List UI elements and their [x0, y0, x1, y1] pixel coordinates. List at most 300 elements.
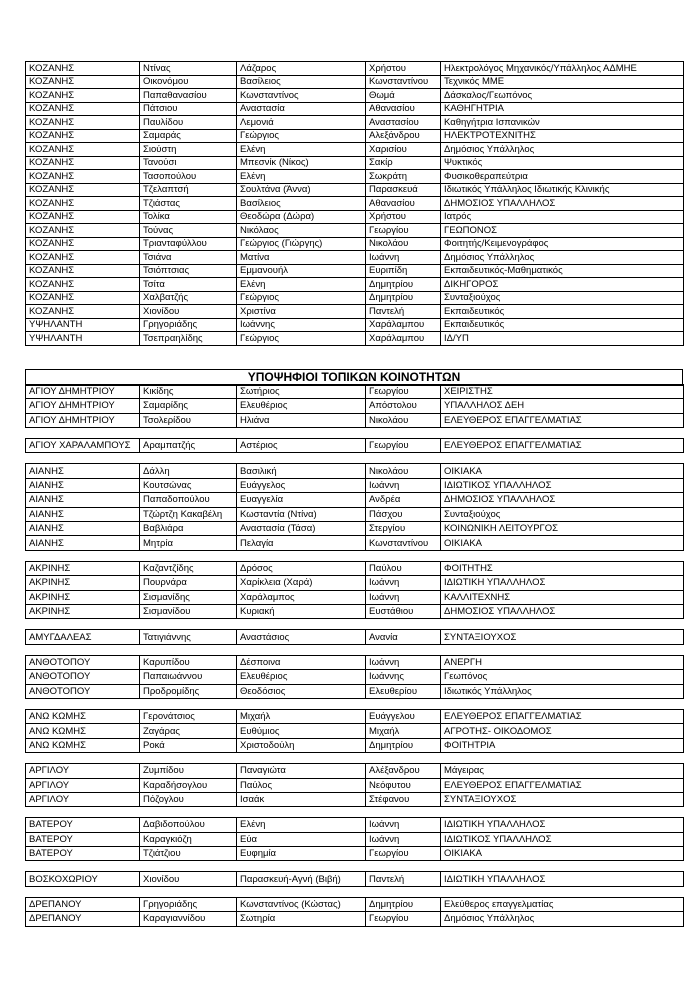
cell-community: ΑΡΓΙΛΟΥ	[26, 778, 140, 792]
cell-firstname: Νικόλαος	[237, 224, 366, 238]
cell-surname: Πόζογλου	[140, 792, 237, 806]
local-communities-title: ΥΠΟΨΗΦΙΟΙ ΤΟΠΙΚΩΝ ΚΟΙΝΟΤΗΤΩΝ	[25, 369, 683, 386]
table-row	[26, 264, 684, 278]
cell-profession: ΙΔΙΩΤΙΚΗ ΥΠΑΛΛΗΛΟΣ	[441, 818, 684, 832]
cell-firstname: Ελένη	[237, 278, 366, 292]
cell-surname: Μητρία	[140, 536, 237, 550]
cell-community: ΚΟΖΑΝΗΣ	[26, 129, 140, 143]
table-row	[26, 89, 684, 103]
community-group-table	[25, 561, 684, 620]
community-group-table	[25, 655, 684, 699]
cell-community: ΑΓΙΟΥ ΔΗΜΗΤΡΙΟΥ	[26, 384, 140, 398]
table-row	[26, 872, 684, 886]
cell-community: ΚΟΖΑΝΗΣ	[26, 156, 140, 170]
cell-fathername: Παντελή	[366, 872, 441, 886]
cell-fathername: Γεωργίου	[366, 912, 441, 926]
cell-surname: Γερονάτσιος	[140, 709, 237, 723]
table-row	[26, 684, 684, 698]
cell-profession: ΙΔΙΩΤΙΚΟΣ ΥΠΑΛΛΗΛΟΣ	[441, 832, 684, 846]
cell-profession: ΚΑΛΛΙΤΕΧΝΗΣ	[441, 590, 684, 604]
table-row	[26, 818, 684, 832]
cell-firstname: Ελευθέριος	[237, 670, 366, 684]
cell-profession: Δημόσιος Υπάλληλος	[441, 143, 684, 157]
community-group-table	[25, 763, 684, 807]
cell-surname: Γρηγοριάδης	[140, 897, 237, 911]
cell-profession: ΔΗΜΟΣΙΟΣ ΥΠΑΛΛΗΛΟΣ	[441, 197, 684, 211]
table-row	[26, 224, 684, 238]
cell-surname: Σισμανίδης	[140, 590, 237, 604]
cell-community: ΒΑΤΕΡΟΥ	[26, 847, 140, 861]
cell-fathername: Γεωργίου	[366, 439, 441, 453]
cell-community: ΚΟΖΑΝΗΣ	[26, 102, 140, 116]
table-row	[26, 102, 684, 116]
cell-firstname: Παναγιώτα	[237, 764, 366, 778]
cell-community: ΚΟΖΑΝΗΣ	[26, 237, 140, 251]
cell-surname: Ντίνας	[140, 62, 237, 76]
cell-fathername: Χρήστου	[366, 62, 441, 76]
community-group-table	[25, 384, 684, 428]
cell-community: ΑΓΙΟΥ ΔΗΜΗΤΡΙΟΥ	[26, 399, 140, 413]
cell-surname: Οικονόμου	[140, 75, 237, 89]
cell-community: ΚΟΖΑΝΗΣ	[26, 89, 140, 103]
table-row	[26, 75, 684, 89]
cell-firstname: Ευαγγελία	[237, 493, 366, 507]
cell-community: ΑΙΑΝΗΣ	[26, 507, 140, 521]
community-group-table	[25, 629, 684, 644]
cell-community: ΑΝΩ ΚΩΜΗΣ	[26, 724, 140, 738]
cell-surname: Παπαθανασίου	[140, 89, 237, 103]
local-communities-groups	[25, 384, 700, 927]
cell-profession: Γεωπόνος	[441, 670, 684, 684]
cell-surname: Χιονίδου	[140, 305, 237, 319]
cell-surname: Αραμπατζής	[140, 439, 237, 453]
cell-community: ΑΚΡΙΝΗΣ	[26, 576, 140, 590]
cell-surname: Κουτσώνας	[140, 478, 237, 492]
cell-community: ΒΑΤΕΡΟΥ	[26, 818, 140, 832]
table-row	[26, 478, 684, 492]
cell-fathername: Χαράλαμπου	[366, 318, 441, 332]
cell-fathername: Ιωάννη	[366, 818, 441, 832]
cell-fathername: Δημητρίου	[366, 897, 441, 911]
cell-community: ΑΙΑΝΗΣ	[26, 493, 140, 507]
cell-fathername: Αλεξάνδρου	[366, 129, 441, 143]
cell-firstname: Παύλος	[237, 778, 366, 792]
cell-profession: ΚΑΘΗΓΗΤΡΙΑ	[441, 102, 684, 116]
cell-community: ΚΟΖΑΝΗΣ	[26, 305, 140, 319]
cell-surname: Βαβλιάρα	[140, 522, 237, 536]
table-row	[26, 630, 684, 644]
cell-firstname: Αναστάσιος	[237, 630, 366, 644]
cell-firstname: Αστέριος	[237, 439, 366, 453]
cell-surname: Ζυμπίδου	[140, 764, 237, 778]
cell-firstname: Ελένη	[237, 170, 366, 184]
cell-fathername: Παρασκευά	[366, 183, 441, 197]
table-row	[26, 847, 684, 861]
cell-firstname: Μιχαήλ	[237, 709, 366, 723]
table-row	[26, 561, 684, 575]
cell-surname: Ζαγάρας	[140, 724, 237, 738]
cell-community: ΚΟΖΑΝΗΣ	[26, 170, 140, 184]
table-row	[26, 522, 684, 536]
table-row	[26, 143, 684, 157]
cell-community: ΑΜΥΓΔΑΛΕΑΣ	[26, 630, 140, 644]
cell-firstname: Λάζαρος	[237, 62, 366, 76]
cell-profession: ΥΠΑΛΛΗΛΟΣ ΔΕΗ	[441, 399, 684, 413]
cell-profession: Ψυκτικός	[441, 156, 684, 170]
cell-surname: Τατιγιάννης	[140, 630, 237, 644]
cell-fathername: Δημητρίου	[366, 738, 441, 752]
cell-community: ΑΚΡΙΝΗΣ	[26, 561, 140, 575]
cell-fathername: Ελευθερίου	[366, 684, 441, 698]
cell-surname: Τζιάτζιου	[140, 847, 237, 861]
cell-firstname: Αναστασία	[237, 102, 366, 116]
cell-surname: Καραδήσογλου	[140, 778, 237, 792]
cell-surname: Καρυπίδου	[140, 655, 237, 669]
cell-profession: ΓΕΩΠΟΝΟΣ	[441, 224, 684, 238]
cell-firstname: Σουλτάνα (Άννα)	[237, 183, 366, 197]
table-row	[26, 332, 684, 346]
cell-profession: Ιδιωτικός Υπάλληλος Ιδιωτικής Κλινικής	[441, 183, 684, 197]
cell-profession: ΗΛΕΚΤΡΟΤΕΧΝΙΤΗΣ	[441, 129, 684, 143]
cell-fathername: Ευάγγελου	[366, 709, 441, 723]
cell-fathername: Ιωάννη	[366, 832, 441, 846]
cell-firstname: Εμμανουήλ	[237, 264, 366, 278]
cell-fathername: Κωνσταντίνου	[366, 536, 441, 550]
table-row	[26, 183, 684, 197]
cell-community: ΑΝΘΟΤΟΠΟΥ	[26, 684, 140, 698]
table-row	[26, 439, 684, 453]
cell-firstname: Βασιλική	[237, 464, 366, 478]
cell-fathername: Παύλου	[366, 561, 441, 575]
cell-firstname: Κωνσταντίνος (Κώστας)	[237, 897, 366, 911]
cell-profession: Φοιτητής/Κειμενογράφος	[441, 237, 684, 251]
cell-firstname: Ελένη	[237, 818, 366, 832]
cell-profession: ΧΕΙΡΙΣΤΗΣ	[441, 384, 684, 398]
cell-firstname: Χαράλαμπος	[237, 590, 366, 604]
cell-firstname: Ελευθέριος	[237, 399, 366, 413]
table-row	[26, 464, 684, 478]
community-group-table	[25, 871, 684, 886]
cell-fathername: Ευστάθιου	[366, 604, 441, 618]
cell-firstname: Αναστασία (Τάσα)	[237, 522, 366, 536]
cell-profession: Συνταξιούχος	[441, 507, 684, 521]
cell-community: ΑΓΙΟΥ ΧΑΡΑΛΑΜΠΟΥΣ	[26, 439, 140, 453]
cell-profession: Ελεύθερος επαγγελματίας	[441, 897, 684, 911]
cell-fathername: Σωκράτη	[366, 170, 441, 184]
cell-surname: Ροκά	[140, 738, 237, 752]
cell-surname: Δαβιδοπούλου	[140, 818, 237, 832]
cell-community: ΑΙΑΝΗΣ	[26, 478, 140, 492]
cell-community: ΥΨΗΛΑΝΤΗ	[26, 332, 140, 346]
table-row	[26, 384, 684, 398]
table-row	[26, 832, 684, 846]
cell-profession: Δάσκαλος/Γεωπόνος	[441, 89, 684, 103]
cell-profession: ΕΛΕΥΘΕΡΟΣ ΕΠΑΓΓΕΛΜΑΤΙΑΣ	[441, 413, 684, 427]
cell-surname: Καζαντζίδης	[140, 561, 237, 575]
cell-community: ΚΟΖΑΝΗΣ	[26, 62, 140, 76]
cell-surname: Παπαδοπούλου	[140, 493, 237, 507]
cell-fathername: Νικολάου	[366, 237, 441, 251]
table-row	[26, 399, 684, 413]
cell-surname: Καραγκιόζη	[140, 832, 237, 846]
cell-profession: Συνταξιούχος	[441, 291, 684, 305]
cell-fathername: Ιωάννη	[366, 251, 441, 265]
cell-fathername: Νεόφυτου	[366, 778, 441, 792]
cell-profession: ΦΟΙΤΗΤΡΙΑ	[441, 738, 684, 752]
cell-fathername: Ιωάννη	[366, 655, 441, 669]
cell-profession: Δημόσιος Υπάλληλος	[441, 912, 684, 926]
cell-firstname: Χριστίνα	[237, 305, 366, 319]
cell-surname: Τολίκα	[140, 210, 237, 224]
cell-profession: ΕΛΕΥΘΕΡΟΣ ΕΠΑΓΓΕΛΜΑΤΙΑΣ	[441, 439, 684, 453]
community-group-table	[25, 438, 684, 453]
cell-community: ΑΡΓΙΛΟΥ	[26, 764, 140, 778]
cell-firstname: Θεοδώρα (Δώρα)	[237, 210, 366, 224]
cell-firstname: Ευάγγελος	[237, 478, 366, 492]
table-row	[26, 493, 684, 507]
table-row	[26, 709, 684, 723]
cell-fathername: Χαράλαμπου	[366, 332, 441, 346]
cell-surname: Προδρομίδης	[140, 684, 237, 698]
cell-profession: ΦΟΙΤΗΤΗΣ	[441, 561, 684, 575]
cell-surname: Γρηγοριάδης	[140, 318, 237, 332]
cell-firstname: Ματίνα	[237, 251, 366, 265]
cell-profession: ΟΙΚΙΑΚΑ	[441, 847, 684, 861]
cell-community: ΚΟΖΑΝΗΣ	[26, 210, 140, 224]
cell-surname: Τζώρτζη Κακαβέλη	[140, 507, 237, 521]
table-row	[26, 912, 684, 926]
cell-profession: ΟΙΚΙΑΚΑ	[441, 464, 684, 478]
table-row	[26, 278, 684, 292]
table-row	[26, 318, 684, 332]
cell-community: ΑΚΡΙΝΗΣ	[26, 590, 140, 604]
table-row	[26, 197, 684, 211]
cell-fathername: Ιωάννη	[366, 590, 441, 604]
table-row	[26, 764, 684, 778]
cell-community: ΑΙΑΝΗΣ	[26, 522, 140, 536]
table-row	[26, 291, 684, 305]
table-row	[26, 305, 684, 319]
cell-profession: ΙΔ/ΥΠ	[441, 332, 684, 346]
cell-profession: ΙΔΙΩΤΙΚΗ ΥΠΑΛΛΗΛΟΣ	[441, 576, 684, 590]
cell-profession: ΣΥΝΤΑΞΙΟΥΧΟΣ	[441, 792, 684, 806]
cell-fathername: Θωμά	[366, 89, 441, 103]
table-row	[26, 62, 684, 76]
cell-fathername: Γεωργίου	[366, 847, 441, 861]
cell-profession: Μάγειρας	[441, 764, 684, 778]
cell-fathername: Χαρισίου	[366, 143, 441, 157]
table-row	[26, 156, 684, 170]
cell-community: ΔΡΕΠΑΝΟΥ	[26, 897, 140, 911]
cell-community: ΚΟΖΑΝΗΣ	[26, 197, 140, 211]
cell-surname: Τζιάστας	[140, 197, 237, 211]
cell-surname: Σισμανίδου	[140, 604, 237, 618]
cell-profession: ΕΛΕΥΘΕΡΟΣ ΕΠΑΓΓΕΛΜΑΤΙΑΣ	[441, 778, 684, 792]
cell-firstname: Κυριακή	[237, 604, 366, 618]
cell-firstname: Γεώργιος	[237, 129, 366, 143]
cell-surname: Δάλλη	[140, 464, 237, 478]
cell-profession: Εκπαιδευτικός	[441, 318, 684, 332]
cell-firstname: Ευθύμιος	[237, 724, 366, 738]
cell-firstname: Γεώργιος	[237, 332, 366, 346]
table-row	[26, 897, 684, 911]
cell-firstname: Σωτήριος	[237, 384, 366, 398]
cell-surname: Παπαιωάννου	[140, 670, 237, 684]
cell-profession: ΑΝΕΡΓΗ	[441, 655, 684, 669]
cell-surname: Κικίδης	[140, 384, 237, 398]
cell-fathername: Ιωάννης	[366, 670, 441, 684]
cell-surname: Καραγιαννίδου	[140, 912, 237, 926]
table-row	[26, 576, 684, 590]
cell-surname: Πουρνάρα	[140, 576, 237, 590]
cell-profession: ΚΟΙΝΩΝΙΚΗ ΛΕΙΤΟΥΡΓΟΣ	[441, 522, 684, 536]
cell-community: ΑΓΙΟΥ ΔΗΜΗΤΡΙΟΥ	[26, 413, 140, 427]
cell-fathername: Ιωάννη	[366, 576, 441, 590]
cell-community: ΚΟΖΑΝΗΣ	[26, 264, 140, 278]
table-row	[26, 536, 684, 550]
table-row	[26, 738, 684, 752]
cell-profession: ΕΛΕΥΘΕΡΟΣ ΕΠΑΓΓΕΛΜΑΤΙΑΣ	[441, 709, 684, 723]
cell-fathername: Κωνσταντίνου	[366, 75, 441, 89]
cell-community: ΑΝΘΟΤΟΠΟΥ	[26, 670, 140, 684]
cell-profession: ΔΗΜΟΣΙΟΣ ΥΠΑΛΛΗΛΟΣ	[441, 493, 684, 507]
cell-profession: ΙΔΙΩΤΙΚΗ ΥΠΑΛΛΗΛΟΣ	[441, 872, 684, 886]
table-row	[26, 129, 684, 143]
cell-firstname: Χριστοδούλη	[237, 738, 366, 752]
cell-surname: Τασοπούλου	[140, 170, 237, 184]
cell-fathername: Απόστολου	[366, 399, 441, 413]
cell-community: ΚΟΖΑΝΗΣ	[26, 251, 140, 265]
cell-surname: Τσιόπτσιας	[140, 264, 237, 278]
cell-community: ΒΑΤΕΡΟΥ	[26, 832, 140, 846]
cell-community: ΥΨΗΛΑΝΤΗ	[26, 318, 140, 332]
cell-firstname: Κωνσταντίνος	[237, 89, 366, 103]
cell-profession: ΣΥΝΤΑΞΙΟΥΧΟΣ	[441, 630, 684, 644]
cell-surname: Παυλίδου	[140, 116, 237, 130]
cell-profession: Δημόσιος Υπάλληλος	[441, 251, 684, 265]
cell-firstname: Βασίλειος	[237, 75, 366, 89]
table-row	[26, 237, 684, 251]
cell-fathername: Πάσχου	[366, 507, 441, 521]
cell-firstname: Σωτηρία	[237, 912, 366, 926]
cell-community: ΔΡΕΠΑΝΟΥ	[26, 912, 140, 926]
cell-community: ΑΝΩ ΚΩΜΗΣ	[26, 709, 140, 723]
table-row	[26, 507, 684, 521]
cell-fathername: Νικολάου	[366, 464, 441, 478]
cell-community: ΚΟΖΑΝΗΣ	[26, 291, 140, 305]
cell-profession: Φυσικοθεραπεύτρια	[441, 170, 684, 184]
cell-firstname: Ευφημία	[237, 847, 366, 861]
cell-profession: ΟΙΚΙΑΚΑ	[441, 536, 684, 550]
community-group-table	[25, 463, 684, 550]
cell-firstname: Παρασκευή-Αγνή (Βιβή)	[237, 872, 366, 886]
table-row	[26, 590, 684, 604]
cell-firstname: Μπεσνίκ (Νίκος)	[237, 156, 366, 170]
cell-profession: Εκπαιδευτικός-Μαθηματικός	[441, 264, 684, 278]
cell-fathername: Ανδρέα	[366, 493, 441, 507]
cell-profession: Ιδιωτικός Υπάλληλος	[441, 684, 684, 698]
cell-surname: Τσολερίδου	[140, 413, 237, 427]
cell-fathername: Στεργίου	[366, 522, 441, 536]
cell-profession: ΑΓΡΟΤΗΣ- ΟΙΚΟΔΟΜΟΣ	[441, 724, 684, 738]
table-row	[26, 724, 684, 738]
cell-community: ΑΚΡΙΝΗΣ	[26, 604, 140, 618]
cell-firstname: Ελένη	[237, 143, 366, 157]
cell-surname: Πάτσιου	[140, 102, 237, 116]
cell-firstname: Ιωάννης	[237, 318, 366, 332]
cell-surname: Τσίτα	[140, 278, 237, 292]
cell-firstname: Ισαάκ	[237, 792, 366, 806]
cell-firstname: Πελαγία	[237, 536, 366, 550]
cell-surname: Σιούστη	[140, 143, 237, 157]
cell-fathername: Ιωάννη	[366, 478, 441, 492]
cell-community: ΚΟΖΑΝΗΣ	[26, 75, 140, 89]
cell-fathername: Χρήστου	[366, 210, 441, 224]
table-row	[26, 604, 684, 618]
cell-firstname: Ηλιάνα	[237, 413, 366, 427]
cell-fathername: Ανανία	[366, 630, 441, 644]
cell-surname: Τσεπραηλίδης	[140, 332, 237, 346]
cell-surname: Τσιάνα	[140, 251, 237, 265]
cell-fathername: Σακίρ	[366, 156, 441, 170]
cell-fathername: Αναστασίου	[366, 116, 441, 130]
cell-firstname: Δρόσος	[237, 561, 366, 575]
cell-firstname: Δέσποινα	[237, 655, 366, 669]
cell-profession: ΔΙΚΗΓΟΡΟΣ	[441, 278, 684, 292]
cell-surname: Τανούσι	[140, 156, 237, 170]
cell-firstname: Βασίλειος	[237, 197, 366, 211]
cell-surname: Σαμαρίδης	[140, 399, 237, 413]
table-row	[26, 413, 684, 427]
table-row	[26, 792, 684, 806]
table-row	[26, 655, 684, 669]
cell-firstname: Θεοδόσιος	[237, 684, 366, 698]
cell-fathername: Γεωργίου	[366, 224, 441, 238]
table-row	[26, 778, 684, 792]
cell-fathername: Αλέξανδρου	[366, 764, 441, 778]
cell-firstname: Γεώργιος (Γιώργης)	[237, 237, 366, 251]
cell-community: ΚΟΖΑΝΗΣ	[26, 143, 140, 157]
cell-fathername: Δημητρίου	[366, 278, 441, 292]
cell-surname: Χαλβατζής	[140, 291, 237, 305]
cell-firstname: Λεμονιά	[237, 116, 366, 130]
cell-community: ΚΟΖΑΝΗΣ	[26, 183, 140, 197]
cell-community: ΑΙΑΝΗΣ	[26, 536, 140, 550]
cell-community: ΚΟΖΑΝΗΣ	[26, 278, 140, 292]
cell-community: ΑΙΑΝΗΣ	[26, 464, 140, 478]
cell-fathername: Μιχαήλ	[366, 724, 441, 738]
table-row	[26, 251, 684, 265]
cell-fathername: Γεωργίου	[366, 384, 441, 398]
cell-firstname: Εύα	[237, 832, 366, 846]
cell-fathername: Αθανασίου	[366, 102, 441, 116]
cell-profession: Ιατρός	[441, 210, 684, 224]
cell-profession: Τεχνικός ΜΜΕ	[441, 75, 684, 89]
cell-profession: Ηλεκτρολόγος Μηχανικός/Υπάλληλος ΑΔΜΗΕ	[441, 62, 684, 76]
cell-fathername: Νικολάου	[366, 413, 441, 427]
cell-surname: Χιονίδου	[140, 872, 237, 886]
cell-fathername: Παντελή	[366, 305, 441, 319]
cell-community: ΑΡΓΙΛΟΥ	[26, 792, 140, 806]
municipal-candidates-table	[25, 61, 684, 346]
cell-community: ΑΝΩ ΚΩΜΗΣ	[26, 738, 140, 752]
cell-fathername: Ευριπίδη	[366, 264, 441, 278]
community-group-table	[25, 709, 684, 753]
cell-firstname: Χαρίκλεια (Χαρά)	[237, 576, 366, 590]
cell-community: ΑΝΘΟΤΟΠΟΥ	[26, 655, 140, 669]
cell-surname: Σαμαράς	[140, 129, 237, 143]
community-group-table	[25, 817, 684, 861]
